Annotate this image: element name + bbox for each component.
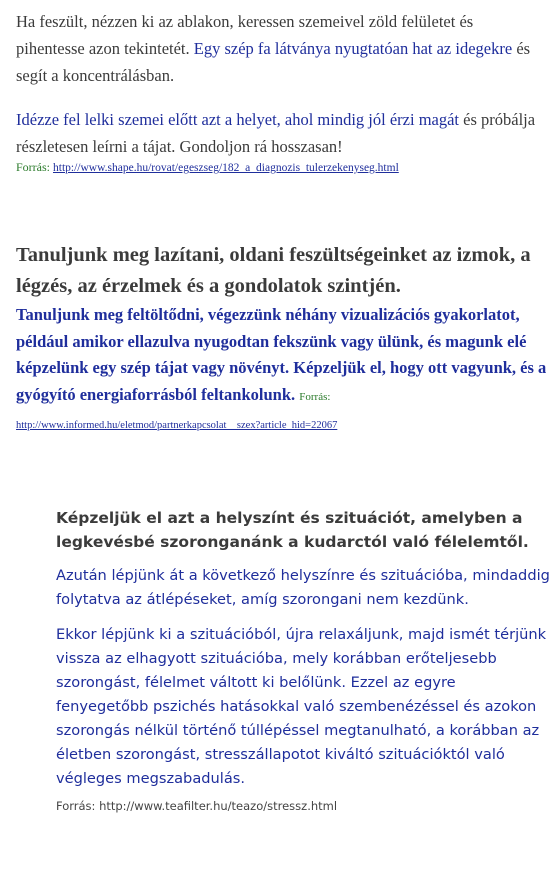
paragraph-green-surface <box>16 8 546 89</box>
section-visualization <box>56 506 550 813</box>
section-body-paragraph: Azután lépjünk át a következő helyszínre és szituációba, mindaddig folytatva az átlépéseket, amíg szorongani nem kezdünk. <box>56 567 550 608</box>
source-label: Forrás: <box>299 390 331 403</box>
source-label: Forrás: <box>16 160 50 174</box>
section-heading: Tanuljunk meg lazítani, oldani feszültségeinket az izmok, a légzés, az érzelmek és a gondolatok szintjén. <box>16 244 531 297</box>
text-plain: és segít a koncentrálásban. <box>16 39 531 85</box>
section-relaxation <box>16 240 550 440</box>
source-link[interactable]: http://www.shape.hu/rovat/egeszseg/182_a_diagnozis_tulerzekenyseg.html <box>53 162 399 174</box>
source-link[interactable]: http://www.informed.hu/eletmod/partnerkapcsolat__szex?article_hid=22067 <box>16 420 338 431</box>
section-body <box>16 302 550 440</box>
source-citation <box>16 160 546 175</box>
section-body-paragraph: Ekkor lépjünk ki a szituációból, újra relaxáljunk, majd ismét térjünk vissza az elhagyott szituációba, mely korábban erőteljesebb szorongást, félelmet váltott ki belőlünk. Ezzel az egyre fenyegetőbb pszichés hatásokkal való szembenézéssel és azokon szorongás nélkül történő túllépéssel megtanulható, a korábban az életben szorongást, stresszállapotot kiváltó szituációktól való végleges megszabadulás. <box>56 626 547 787</box>
text-highlight: Idézze fel lelki szemei előtt azt a helyet, ahol mindig jól érzi magát <box>16 110 460 129</box>
text-plain: és próbálja részletesen leírni a tájat. Gondoljon rá hosszasan! <box>16 110 536 156</box>
section-heading: Képzeljük el azt a helyszínt és szituációt, amelyben a legkevésbé szoronganánk a kudarctól való félelemtől. <box>56 509 529 551</box>
source-citation: Forrás: http://www.teafilter.hu/teazo/stressz.html <box>56 799 338 813</box>
text-plain: Ha feszült, nézzen ki az ablakon, keressen szemeivel zöld felületet és pihentesse azon tekintetét. <box>16 12 474 58</box>
body-text: Tanuljunk meg feltöltődni, végezzünk néhány vizualizációs gyakorlatot, például amikor ellazulva nyugodtan fekszünk vagy ülünk, és magunk elé képzelünk egy szép tájat vagy növényt. Képzeljük el, hogy ott vagyunk, és a gyógyító energiaforrásból feltankolunk. <box>16 305 547 404</box>
paragraph-favorite-place <box>16 106 546 160</box>
text-highlight: Egy szép fa látványa nyugtatóan hat az idegekre <box>193 39 513 58</box>
section-window-view <box>16 8 546 175</box>
